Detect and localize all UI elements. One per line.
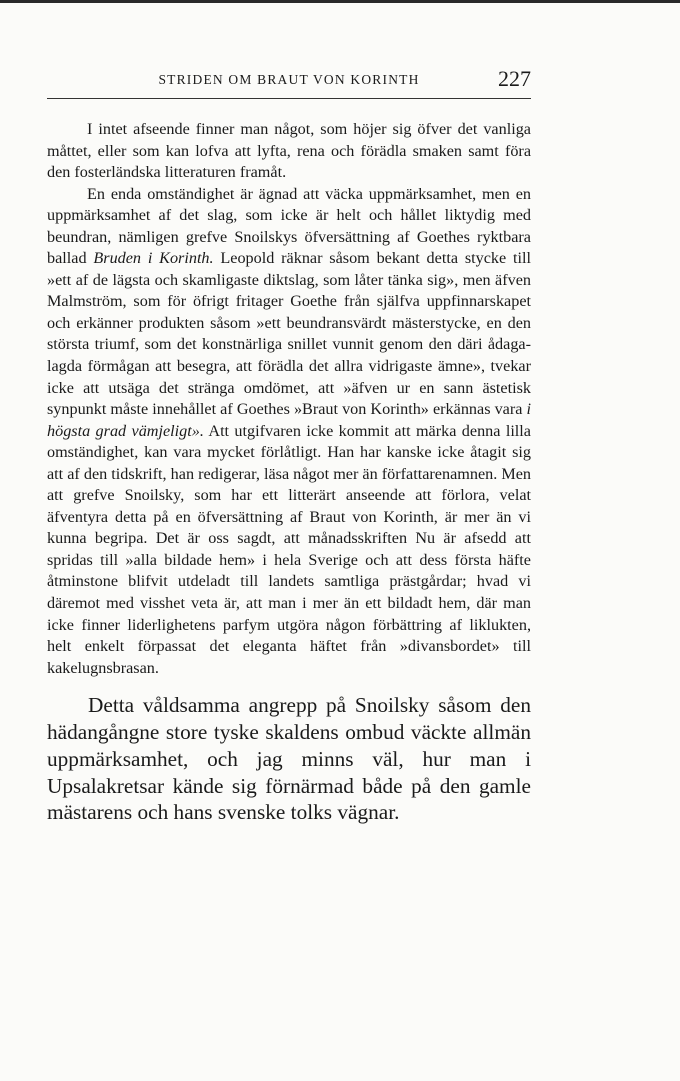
emphasis-phrase: i högsta grad vämjeligt». [47,400,531,440]
quoted-passage [47,119,531,679]
paragraph-1: I intet afseende finner man något, som höjer sig öfver det vanliga måttet, eller som kan lofva att lyfta, rena och förädla smaken samt föra den fosterländska litteraturen framåt. [47,120,531,182]
paragraph-2-part-e: Att utgifvaren icke kommit att märka denna lilla omständighet, kan vara mycket förlåtligt. Han har kanske icke åtagit sig att af den tidskrift, han redigerar, läsa något mer än författarenamnen. Men att grefve Snoilsky, som har ett litterärt anseende att förlora, velat äfventyra detta på en öfversättning af Braut von Korinth, är mer än vi kunna begripa. Det är oss sagdt, att månadsskriften Nu är afsedd att spridas till »alla bildade hem» i hela Sverige och att dess första häfte åtminstone blifvit utdeladt till landets samtliga prästgårdar; hvad vi däremot med visshet veta är, att man i mer än ett bildadt hem, där man icke finner liderlighetens parfym utgöra någon förbättring af liklukten, helt enkelt förpassat det eleganta häftet från »divansbordet» till kakelugnsbrasan. [47,421,531,677]
book-page [47,66,531,826]
ballad-title: Bruden i Korinth. [93,249,214,268]
paragraph-2-part-c: Leopold räknar såsom bekant detta stycke till »ett af de lägsta och skamligaste diktslag, som låter tänka sig», men äfven Malmström, som för öfrigt fritager Goethe från själfva uppfinnarskapet och erkänner produkten såsom »ett beundransvärdt mästerstycke, en den största triumf, som det konstnärliga snillet vunnit genom den däri ådagalagda förmågan att besegra, att förädla det allra vidrigaste ämne», tvekar icke att utsäga det stränga omdömet, att »äfven ur en sann ästetisk synpunkt måste innehållet af Goethes »Braut von Korinth» erkännas vara [47,249,531,419]
paragraph-2 [47,184,531,680]
main-passage [47,692,531,826]
paragraph-2-part-a: En enda omständighet är ägnad att väcka uppmärksamhet, men en uppmärksamhet af det slag, som icke är helt och hållet liktydig med beundran, nämligen grefve Snoilskys öfversättning af Goethes ryktbara ballad [47,184,531,268]
header-rule [47,98,531,99]
running-title: STRIDEN OM BRAUT VON KORINTH [158,72,420,87]
top-edge-rule [0,0,680,3]
page-number: 227 [498,66,531,91]
running-head [47,66,531,96]
main-paragraph: Detta våldsamma angrepp på Snoilsky såsom den hädangångne store tyske skaldens ombud väckte allmän uppmärksamhet, och jag minns väl, hur man i Upsalakretsar kände sig förnärmad både på den gamle mästarens och hans svenske tolks vägnar. [47,693,531,825]
